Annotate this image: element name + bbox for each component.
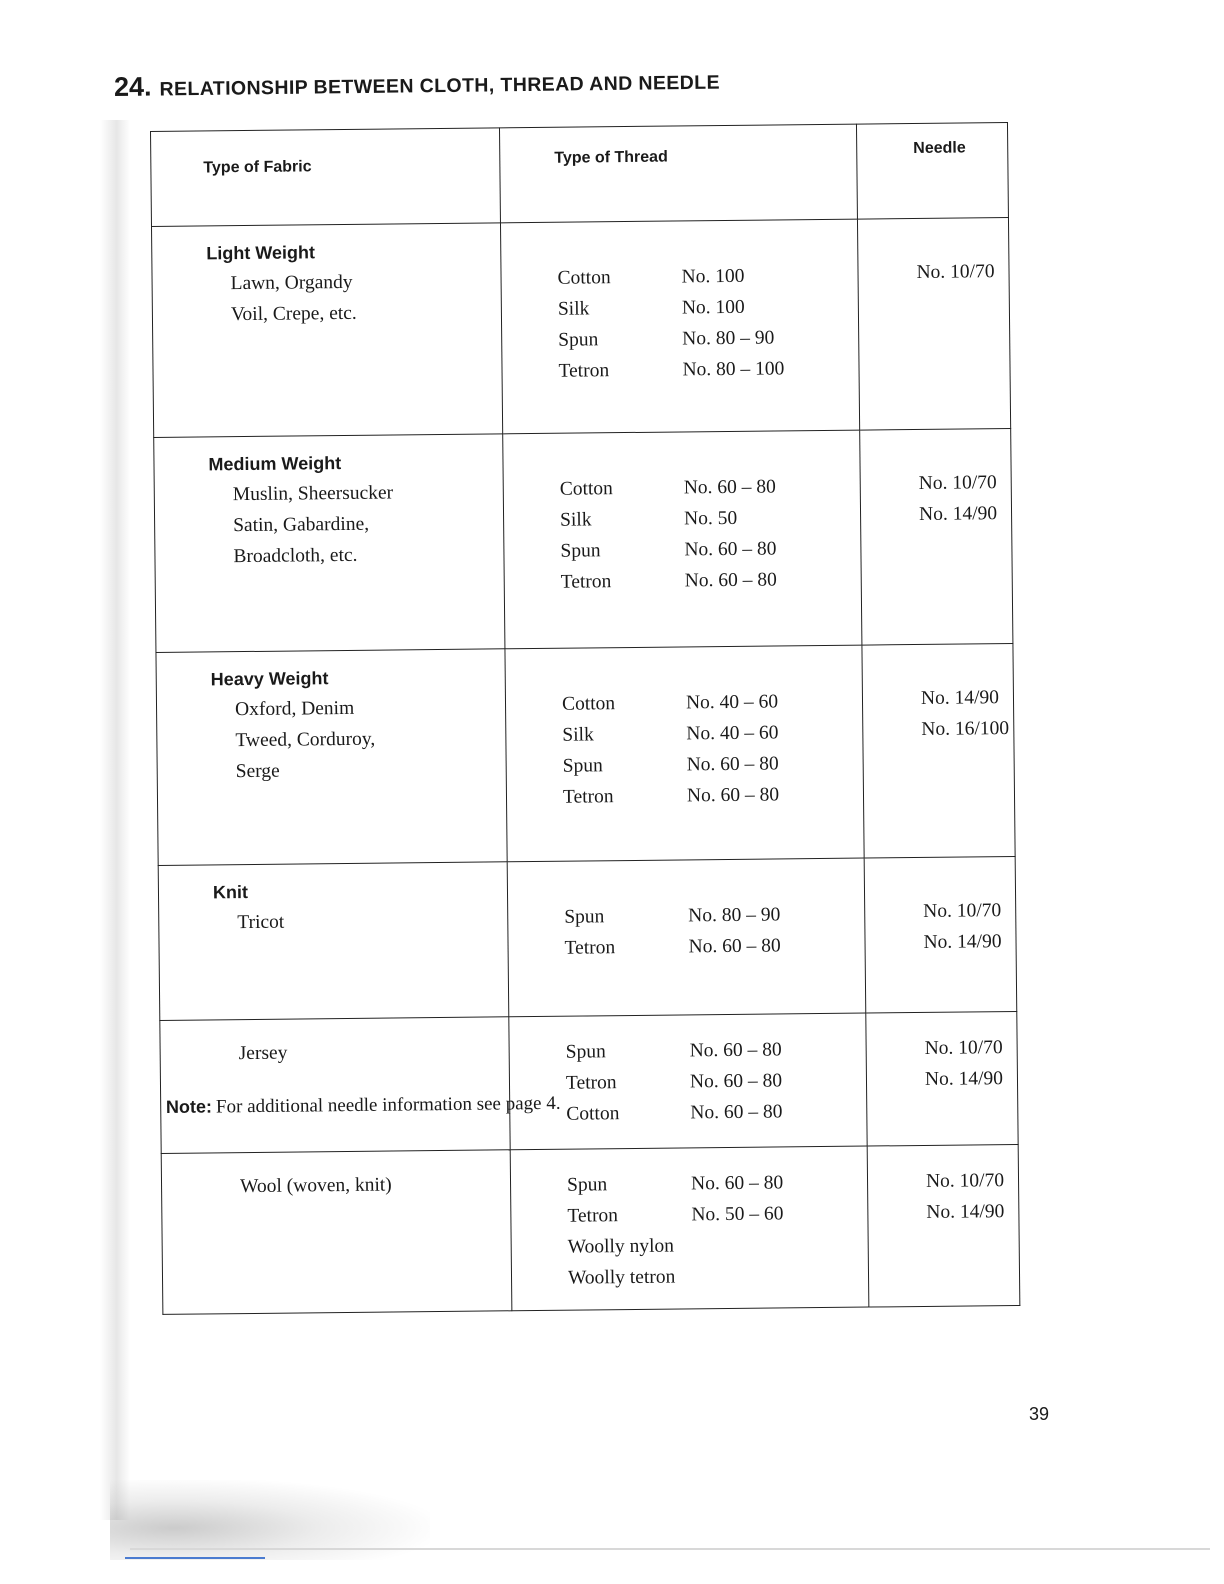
thread-row	[558, 291, 858, 325]
note-label: Note:	[165, 1096, 213, 1117]
table-row	[152, 218, 1011, 438]
fabric-cell	[158, 862, 509, 1021]
needle-size: No. 10/70	[918, 472, 997, 494]
thread-number: No. 40 – 60	[685, 691, 779, 714]
fabric-cell	[156, 649, 507, 866]
scan-line	[130, 1548, 1210, 1550]
thread-name: Silk	[562, 724, 594, 746]
fabric-line: Lawn, Organdy	[230, 271, 353, 295]
needle-cell	[864, 856, 1017, 1013]
thread-name: Spun	[564, 906, 605, 928]
thread-name: Tetron	[567, 1205, 619, 1227]
needle-cell	[866, 1011, 1018, 1146]
table-row	[160, 1011, 1018, 1153]
thread-row	[564, 899, 864, 933]
table-row	[154, 429, 1013, 653]
needle-cell	[867, 1144, 1020, 1307]
needle-cell	[857, 218, 1010, 431]
thread-row	[564, 930, 864, 964]
thread-row	[568, 1260, 868, 1294]
thread-row	[563, 748, 863, 782]
fabric-line: Broadcloth, etc.	[233, 544, 358, 568]
thread-name: Cotton	[566, 1103, 620, 1125]
fabric-line: Tweed, Corduroy,	[235, 728, 376, 752]
needle-size: No. 14/90	[926, 1201, 1005, 1223]
page-heading	[114, 63, 834, 103]
fabric-cell	[152, 223, 503, 438]
thread-number: No. 60 – 80	[684, 538, 777, 561]
scan-line-blue	[125, 1557, 265, 1559]
fabric-line: Wool (woven, knit)	[239, 1174, 392, 1198]
note-text: For additional needle information see page 4.	[215, 1092, 561, 1118]
fabric-line: Muslin, Sheersucker	[232, 482, 394, 506]
thread-number: No. 80 – 90	[682, 327, 775, 350]
needle-size: No. 14/90	[923, 931, 1002, 953]
thread-name: Woolly nylon	[567, 1235, 675, 1258]
thread-row	[560, 471, 860, 505]
thread-row	[566, 1034, 866, 1068]
fabric-cell	[161, 1150, 512, 1315]
thread-cell	[503, 430, 862, 649]
fabric-thread-needle-table	[150, 122, 1020, 1315]
thread-row	[560, 502, 860, 536]
thread-name: Tetron	[565, 1072, 617, 1094]
header-type-of-fabric: Type of Fabric	[151, 128, 501, 227]
thread-cell	[500, 219, 859, 434]
thread-row	[566, 1065, 866, 1099]
thread-row	[558, 353, 858, 387]
table-header-row	[151, 123, 1009, 227]
fabric-line: Jersey	[238, 1042, 288, 1065]
thread-number: No. 60 – 80	[683, 476, 776, 499]
thread-cell	[507, 858, 866, 1017]
thread-number: No. 60 – 80	[690, 1172, 784, 1195]
thread-number: No. 60 – 80	[690, 1101, 783, 1124]
thread-row	[562, 686, 862, 720]
fabric-thread-needle-table-wrap	[150, 122, 1020, 1315]
thread-name: Cotton	[561, 693, 616, 715]
scan-shadow-left	[100, 120, 130, 1520]
thread-name: Tetron	[564, 937, 616, 959]
category-title: Light Weight	[206, 242, 316, 264]
thread-row	[566, 1096, 866, 1130]
thread-name: Cotton	[557, 267, 611, 289]
thread-number: No. 50	[683, 507, 738, 530]
thread-row	[563, 779, 863, 813]
category-title: Knit	[212, 882, 249, 903]
thread-name: Cotton	[559, 478, 613, 500]
thread-number: No. 60 – 80	[689, 1039, 782, 1062]
fabric-cell	[154, 434, 505, 653]
thread-name: Spun	[560, 540, 601, 562]
thread-number: No. 60 – 80	[688, 935, 781, 958]
needle-size: No. 10/70	[916, 261, 995, 283]
header-type-of-thread: Type of Thread	[499, 124, 857, 223]
needle-size: No. 10/70	[924, 1037, 1003, 1059]
fabric-cell	[160, 1017, 510, 1154]
section-number: 24.	[113, 71, 152, 102]
thread-cell	[509, 1013, 867, 1150]
table-row	[156, 643, 1015, 865]
thread-row	[568, 1229, 868, 1263]
thread-cell	[510, 1146, 869, 1311]
table-row	[158, 856, 1017, 1020]
thread-name: Tetron	[558, 360, 610, 382]
category-title: Medium Weight	[208, 453, 342, 475]
footnote	[166, 1093, 561, 1119]
thread-number: No. 60 – 80	[689, 1070, 783, 1093]
thread-number: No. 60 – 80	[686, 753, 779, 776]
thread-name: Silk	[557, 298, 590, 320]
thread-row	[562, 717, 862, 751]
thread-name: Tetron	[562, 786, 614, 808]
fabric-line: Serge	[235, 760, 280, 783]
needle-size: No. 10/70	[923, 900, 1002, 922]
thread-name: Spun	[565, 1041, 606, 1063]
thread-name: Tetron	[560, 571, 612, 593]
thread-number: No. 100	[681, 265, 745, 288]
needle-cell	[862, 643, 1015, 858]
needle-size: No. 10/70	[925, 1170, 1005, 1192]
thread-name: Spun	[566, 1174, 608, 1196]
thread-name: Spun	[558, 329, 599, 351]
fabric-line: Voil, Crepe, etc.	[230, 302, 357, 326]
thread-row	[567, 1198, 867, 1232]
thread-row	[558, 322, 858, 356]
thread-row	[560, 533, 860, 567]
thread-name: Spun	[562, 755, 603, 777]
thread-row	[561, 564, 861, 598]
thread-row	[557, 260, 857, 294]
fabric-line: Satin, Gabardine,	[233, 513, 370, 537]
fabric-line: Tricot	[237, 911, 285, 934]
needle-size: No. 14/90	[924, 1068, 1004, 1090]
thread-number: No. 80 – 90	[688, 904, 781, 927]
thread-number: No. 100	[681, 296, 745, 319]
thread-name: Woolly tetron	[567, 1266, 676, 1289]
needle-cell	[860, 429, 1013, 646]
needle-size: No. 14/90	[920, 687, 1000, 709]
thread-number: No. 80 – 100	[682, 358, 785, 381]
fabric-line: Oxford, Denim	[234, 697, 355, 721]
header-needle: Needle	[856, 123, 1008, 220]
thread-number: No. 40 – 60	[686, 722, 779, 745]
thread-cell	[505, 645, 864, 862]
thread-number: No. 50 – 60	[691, 1203, 784, 1226]
thread-name: Silk	[559, 509, 592, 531]
section-title: RELATIONSHIP BETWEEN CLOTH, THREAD AND NEEDLE	[159, 71, 721, 101]
page-number: 39	[1029, 1404, 1050, 1424]
needle-size: No. 16/100	[921, 718, 1010, 740]
thread-row	[567, 1167, 867, 1201]
thread-number: No. 60 – 80	[684, 569, 777, 592]
needle-size: No. 14/90	[918, 503, 998, 525]
category-title: Heavy Weight	[210, 668, 329, 690]
table-row	[161, 1144, 1020, 1314]
thread-number: No. 60 – 80	[686, 784, 780, 807]
